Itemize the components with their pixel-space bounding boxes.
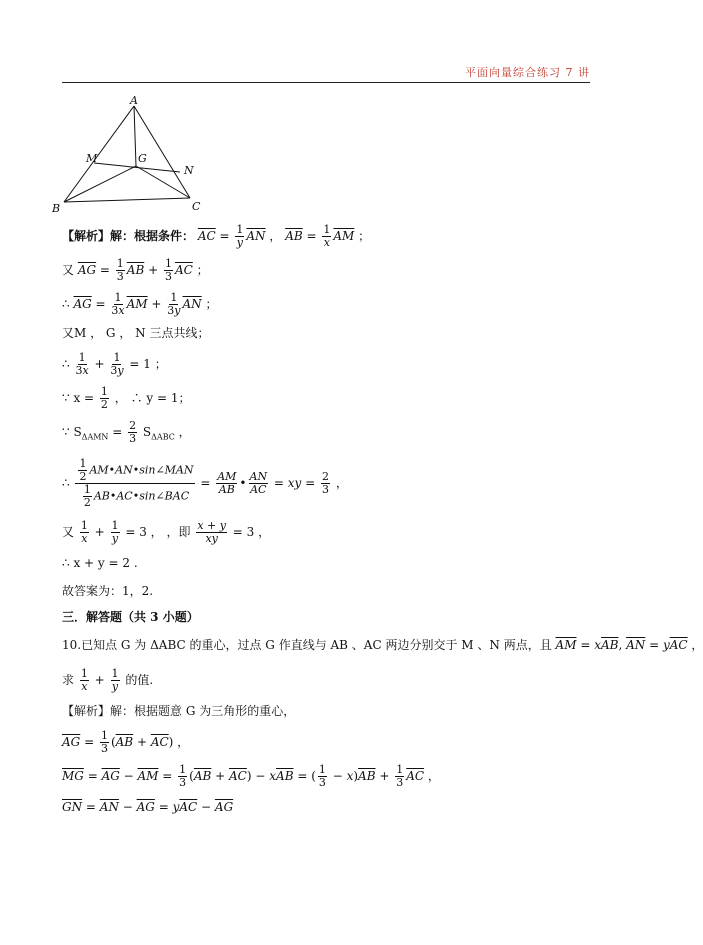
solution-line-9: 又 $\frac{1}{x}$ + $\frac{1}{y}$ = 3 ， ，即 $\frac{x + y}{xy}$ = 3 ， [62,519,271,545]
header-title: 平面向量综合练习 7 讲 [465,66,590,79]
analysis-line-3: $\overline{MG} = \overline{AG} - \overline{AM}$ = $\frac{1}{3}$ $(\overline{AB} + \overline{AC}) - x\overline{AB}$ = ( $\frac{1}{3}$ − $x)\overline{AB}$ + $\frac{1}{3}$ $\overline{AC}$ ， [62,763,440,789]
analysis-line-1: 【解析】解：根据题意 G 为三角形的重心， [62,704,296,718]
solution-line-6: ∵ x = $\frac{1}{2}$ ， ∴ y = 1； [62,385,191,411]
label-g: G [138,152,147,165]
label-c: C [192,200,201,213]
median-c [136,166,190,198]
solution-line-5: ∴ $\frac{1}{3x}$ + $\frac{1}{3y}$ = 1 ； [62,351,167,377]
analysis-label: 【解析】解：根据条件： [62,229,195,243]
triangle-figure [52,96,212,216]
solution-line-7: ∵ $S_{\Delta AMN}$ = $\frac{2}{3}$ $S_{\Delta ABC}$ ， [62,419,191,445]
analysis-line-4: $\overline{GN} = \overline{AN} - \overline{AG} = y\overline{AC} - \overline{AG}$ [62,800,234,814]
solution-line-2: 又 $\overline{AG}$ = $\frac{1}{3}$ $\overline{AB}$ + $\frac{1}{3}$ $\overline{AC}$ ； [62,257,209,283]
label-m: M [86,152,98,165]
median-a [134,106,136,166]
section-heading: 三．解答题（共 3 小题） [62,610,199,624]
solution-line-1: 【解析】解：根据条件： $\overline{AC}$ = $\frac{1}{y}$ $\overline{AN}$ ， $\overline{AB}$ = $\frac{1}{x}$ $\overline{AM}$ ； [62,223,371,249]
edge-ab [64,106,134,202]
solution-line-4: 又M ， G ， N 三点共线； [62,326,210,340]
solution-line-8: ∴ $\frac{1}{2}$ AM•AN•sin∠MAN $\frac{1}{2}$ AB•AC•sin∠BAC = $\frac{AM}{AB}$ • $\frac{AN}{AC}$ = xy = $\frac{2}{3}$ ， [62,457,348,509]
solution-line-3: ∴ $\overline{AG}$ = $\frac{1}{3x}$ $\overline{AM}$ + $\frac{1}{3y}$ $\overline{AN}$ ； [62,291,218,317]
solution-line-10: ∴ x + y = 2 . [62,556,138,570]
median-b [64,166,136,202]
analysis-line-2: $\overline{AG}$ = $\frac{1}{3}$ $(\overline{AB} + \overline{AC})$ ， [62,729,190,755]
page-header [62,64,590,83]
question-10-line-2: 求 $\frac{1}{x}$ + $\frac{1}{y}$ 的值. [62,667,154,693]
label-a: A [130,94,138,107]
edge-bc [64,198,190,202]
line-mn [94,163,180,172]
question-10-line-1: 10.已知点 G 为 ΔABC 的重心，过点 G 作直线与 AB 、AC 两边分别交于 M 、N 两点，且 $\overline{AM} = x\overline{AB}$, $\overline{AN} = y\overline{AC}$ ， [62,638,703,652]
label-b: B [52,202,61,215]
solution-line-11: 故答案为：1，2. [62,584,154,598]
label-n: N [184,164,194,177]
